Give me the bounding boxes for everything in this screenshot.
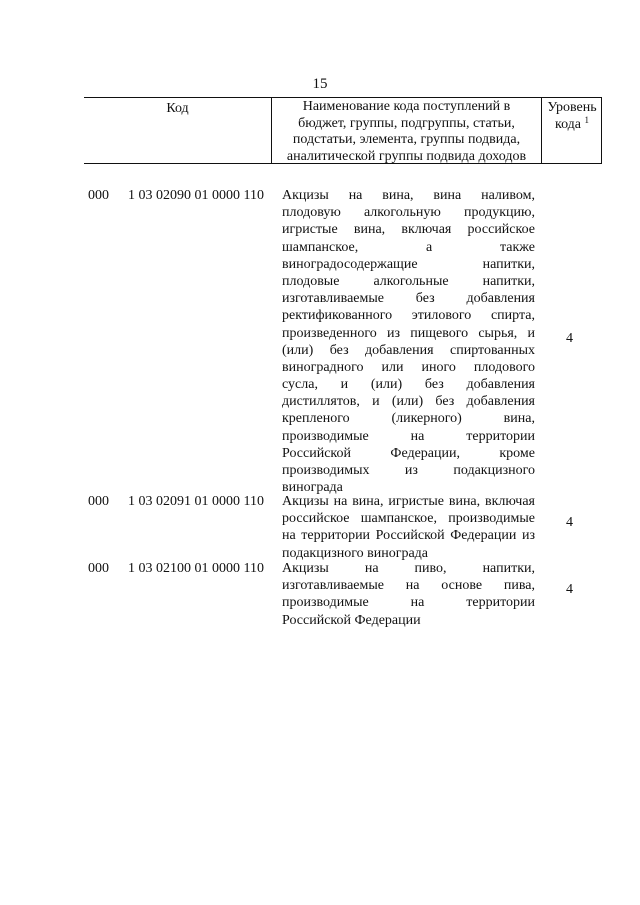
header-level-footnote: 1 [584, 115, 590, 125]
name-line: изготавливаемые на основе пива, [282, 578, 535, 594]
header-code: Код [84, 98, 272, 163]
name-line: игристые вина, включая российское [282, 222, 535, 238]
name-line: сусла, и (или) без добавления [282, 377, 535, 393]
name-line: ректификованного этилового спирта, [282, 308, 535, 324]
admin-code: 000 [88, 494, 109, 509]
revenue-name [282, 493, 535, 562]
name-line: производимых из подакцизного [282, 463, 535, 478]
name-line: подакцизного винограда [282, 545, 429, 561]
name-line: дистиллятов, и (или) без добавления [282, 394, 535, 410]
name-line: шампанское, а также [282, 239, 535, 255]
name-line: изготавливаемые без добавления [282, 291, 535, 307]
name-line: Акцизы на вина, вина наливом, [282, 188, 535, 203]
revenue-code: 1 03 02090 01 0000 110 [128, 188, 264, 203]
header-name-line: подстатьи, элемента, группы подвида, [292, 132, 521, 147]
name-line: производимые на территории [282, 428, 535, 444]
table-header [84, 97, 602, 164]
name-line: Акцизы на вина, игристые вина, включая [282, 494, 535, 509]
name-line: Российской Федерации [282, 612, 421, 628]
name-line: виноградосодержащие напитки, [282, 256, 535, 272]
admin-code: 000 [88, 188, 109, 203]
name-line: (или) без добавления спиртованных [282, 342, 535, 358]
name-line: плодовые алкогольные напитки, [282, 273, 535, 289]
revenue-code: 1 03 02100 01 0000 110 [128, 561, 264, 576]
name-line: производимые на территории [282, 595, 535, 611]
level-value: 4 [566, 331, 573, 346]
level-value: 4 [566, 582, 573, 597]
header-level-word: кода [554, 117, 582, 132]
name-line: российское шампанское, производимые [282, 511, 535, 527]
name-line: произведенного из пищевого сырья, и [282, 325, 535, 341]
name-line: плодовую алкогольную продукцию, [282, 205, 535, 221]
name-line: винограда [282, 480, 343, 496]
level-value: 4 [566, 515, 573, 530]
header-level-line: Уровень [547, 100, 597, 115]
revenue-name [282, 560, 535, 629]
header-name-line: бюджет, группы, подгруппы, статьи, [298, 115, 515, 131]
admin-code: 000 [88, 561, 109, 576]
name-line: на территории Российской Федерации из [282, 528, 535, 544]
name-line: Российской Федерации, кроме [282, 445, 535, 461]
header-level-line [542, 116, 602, 133]
header-level [542, 98, 602, 164]
name-line: Акцизы на пиво, напитки, [282, 561, 535, 576]
header-name-line: аналитической группы подвида доходов [286, 148, 527, 164]
name-line: виноградного или иного плодового [282, 359, 535, 375]
revenue-code: 1 03 02091 01 0000 110 [128, 494, 264, 509]
revenue-name [282, 187, 535, 496]
page-number: 15 [312, 76, 328, 92]
name-line: крепленого (ликерного) вина, [282, 411, 535, 427]
header-name [272, 98, 542, 163]
header-name-line: Наименование кода поступлений в [302, 99, 511, 114]
